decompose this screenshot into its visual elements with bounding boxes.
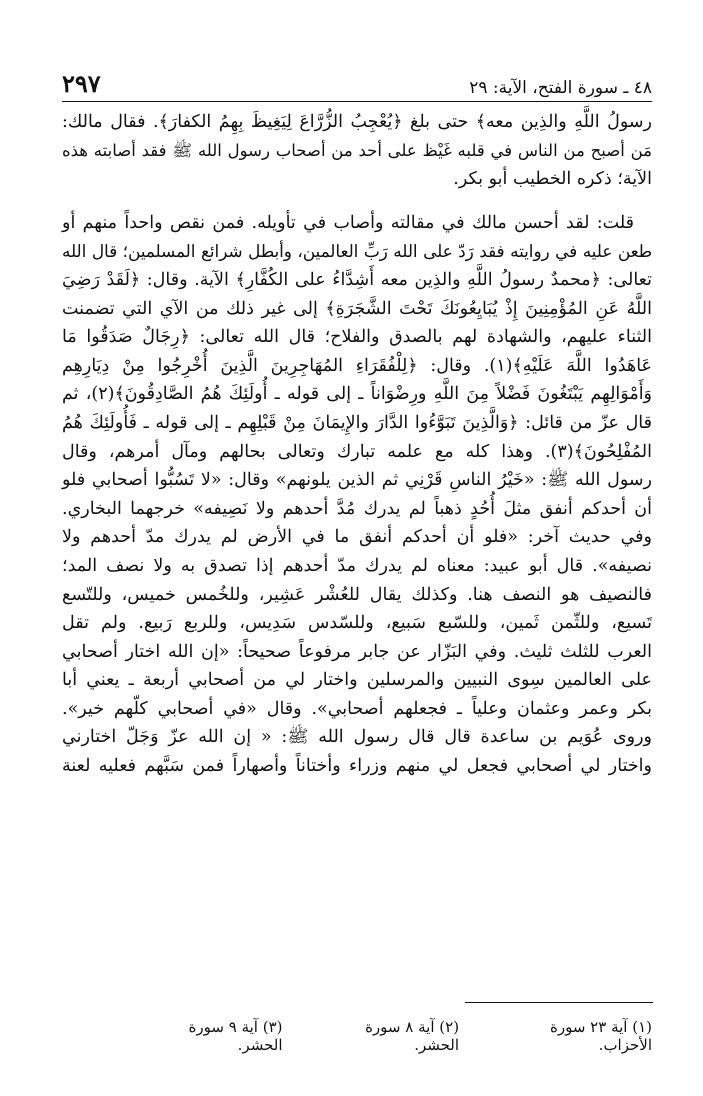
text-line: طعن عليه في روايته فقد رَدّ على الله رَبِّ العالمين، وأبطل شرائع المسلمين؛ قال الله: [62, 241, 652, 262]
text-line: على العالمين سِوى النبيين والمرسلين واختار لي من أصحابي أربعة ـ يعني أبا: [62, 670, 652, 691]
page-number: ٢٩٧: [62, 69, 101, 98]
text-line: وَأَمْوَالِهِم يَبْتَغُونَ فَضْلاً مِنَ اللَّهِ ورِضْوَاناً ـ إلى قوله ـ أُولَئِكَ هُمُ الصَّادِقُونَ﴾(٢)، ثم: [62, 384, 653, 405]
text-line: تَسيع، وللثّمن ثَمين، وللسّبع سَبيع، وللسّدس سَدِيس، وللربع رَبيع. ولم تقل: [62, 613, 652, 634]
page-header: [62, 66, 652, 98]
text-line: واختار لي أصحابي فجعل لي منهم وزراء وأختاناً وأصهاراً فمن سَبَّهم فعليه لعنة: [62, 756, 652, 777]
text-line: تعالى: ﴿محمدٌ رسولُ اللَّهِ والذِين معه أَشِدَّاءُ على الكُفَّارِ﴾ الآية. وقال: ﴿لَقَدْ رَضِيَ: [62, 269, 652, 290]
text-line: نصيفه». قال أبو عبيد: معناه لم يدرك مدّ أحدهم إذا تصدق به ولا نصف المد؛: [62, 555, 652, 576]
text-line: العرب للثلث ثليث. وفي البَزّار عن جابر مرفوعاً صحيحاً: «إن الله اختار أصحابي: [62, 641, 652, 662]
header-rule: [62, 101, 652, 102]
paragraph: [62, 209, 652, 781]
footnote-3: (٣) آية ٩ سورة الحشر.: [188, 1018, 283, 1054]
text-line: اللَّهُ عَنِ المُؤْمِنِينَ إِذْ يُبَايِعُونَكَ تَحْتَ الشَّجَرَةِ﴾ إلى غير ذلك من الآي التي تضمنت: [62, 298, 652, 319]
text-line: مَن أصبح من الناس في قلبه غَيْظ على أحد من أصحاب رسول الله ﷺ فقد أصابته هذه: [62, 140, 652, 160]
footnotes: [140, 1018, 652, 1054]
text-line: رسول الله ﷺ: «خَيْرُ الناسِ قَرْنِي ثم الذين يلونهم» وقال: «لا تَسُبُّوا أصحابي فلو: [62, 470, 652, 491]
text-line: عَاهَدُوا اللَّهَ عَلَيْهِ﴾(١). وقال: ﴿لِلْفُقَرَاءِ المُهَاجِرِينَ الَّذِينَ أُخْرِجُوا مِنْ دِيَارِهِم: [62, 355, 652, 376]
text-line: وفي حديث آخر: «فلو أن أحدكم أنفق ما في الأرض لم يدرك مدّ أحدهم ولا: [62, 527, 652, 548]
footnote-2: (٢) آية ٨ سورة الحشر.: [365, 1018, 460, 1054]
body-text: [62, 108, 652, 781]
text-line: قال عزّ من قائل: ﴿وَالَّذِينَ تَبَوَّءُوا الدَّارَ والإِيمَانَ مِنْ قَبْلِهِم ـ إلى قوله ـ فَأُولَئِكَ هُمُ: [62, 412, 652, 433]
running-head: ٤٨ ـ سورة الفتح، الآية: ٢٩: [469, 78, 652, 98]
text-line: بكر وعمر وعثمان وعلياً ـ فجعلهم أصحابي». وقال «في أصحابي كلّهم خير».: [62, 698, 652, 719]
footnote-rule: [465, 1002, 653, 1003]
text-line: الثناء عليهم، والشهادة لهم بالصدق والفلاح؛ قال الله تعالى: ﴿رِجَالٌ صَدَقُوا مَا: [62, 327, 652, 348]
text-line: الآية؛ ذكره الخطيب أبو بكر.: [453, 169, 652, 190]
paragraph: [62, 108, 652, 194]
text-line: قلت: لقد أحسن مالك في مقالته وأصاب في تأويله. فمن نقص واحداً منهم أو: [62, 212, 634, 233]
text-line: المُفْلِحُونَ﴾(٣). وهذا كله مع علمه تبارك وتعالى بحالهم ومآل أمرهم، وقال: [62, 441, 652, 462]
text-line: رسولُ اللَّهِ والذِين معه﴾ حتى بلغ ﴿يُعْجِبُ الزُّرَّاعَ لِيَغِيظَ بِهِمُ الكفارَ﴾. فقال مالك:: [62, 112, 652, 132]
footnote-1: (١) آية ٢٣ سورة الأحزاب.: [549, 1018, 652, 1054]
text-line: وروى عُوَيم بن ساعدة قال قال رسول الله ﷺ: « إن الله عزّ وَجَلّ اختارني: [62, 727, 652, 748]
text-line: فالنصيف هو النصف هنا. وكذلك يقال للعُشْر عَشِير، وللخُمس خميس، وللتّسع: [62, 584, 652, 605]
text-line: أن أحدكم أنفق مثلَ أُحُدٍ ذهباً لم يدرك مُدَّ أحدهم ولا نَصِيفه» خرجهما البخاري.: [62, 498, 652, 519]
